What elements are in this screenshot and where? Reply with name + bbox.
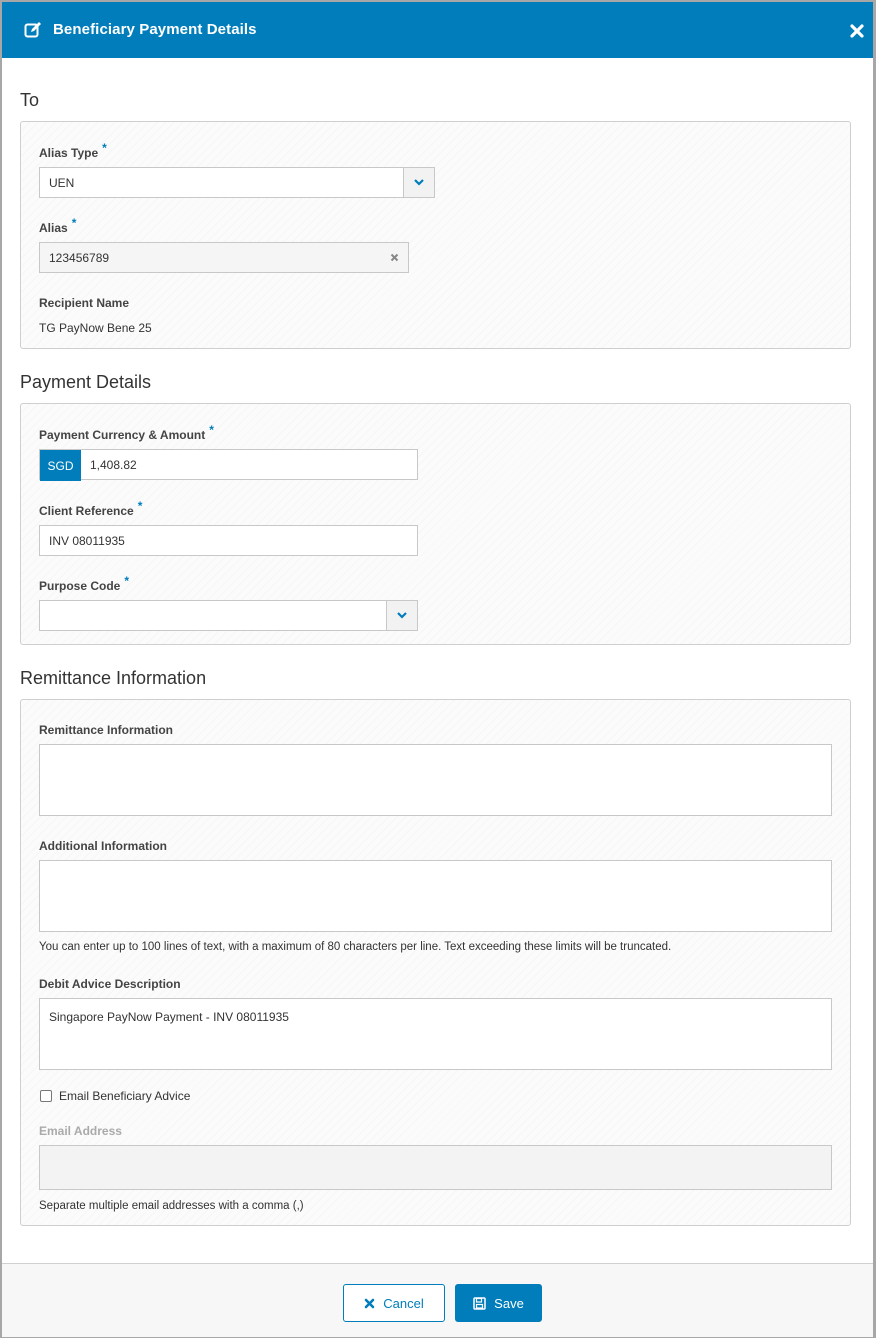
debit-advice-label: Debit Advice Description (39, 977, 181, 991)
section-title-remittance: Remittance Information (20, 668, 207, 688)
client-reference-input[interactable] (39, 525, 418, 556)
cancel-button[interactable] (343, 1284, 445, 1322)
to-panel (20, 121, 851, 349)
save-icon (473, 1297, 486, 1310)
email-address-label: Email Address (39, 1124, 122, 1138)
cancel-label: Cancel (383, 1295, 424, 1311)
alias-input[interactable] (39, 242, 409, 273)
email-address-input[interactable] (39, 1145, 832, 1190)
close-icon (364, 1298, 375, 1309)
email-address-help: Separate multiple email addresses with a comma (,) (39, 1200, 304, 1212)
required-asterisk: * (124, 574, 130, 588)
amount-value: 1,408.82 (90, 457, 137, 472)
modal-footer (2, 1263, 873, 1337)
amount-input[interactable] (39, 449, 418, 480)
chevron-down-icon (397, 612, 407, 619)
remittance-information-textarea[interactable] (39, 744, 832, 816)
chevron-down-icon (414, 179, 424, 186)
purpose-code-dropdown-button[interactable] (386, 600, 418, 631)
purpose-code-select[interactable] (39, 600, 418, 631)
required-asterisk: * (71, 216, 77, 230)
close-icon[interactable] (849, 23, 865, 39)
clear-icon[interactable] (390, 253, 399, 262)
alias-type-value: UEN (49, 175, 75, 190)
email-beneficiary-advice-checkbox[interactable] (40, 1090, 52, 1102)
email-beneficiary-advice-label[interactable]: Email Beneficiary Advice (59, 1089, 191, 1103)
section-title-payment-details: Payment Details (20, 372, 152, 392)
debit-advice-textarea[interactable]: Singapore PayNow Payment - INV 08011935 (39, 998, 832, 1070)
edit-icon (24, 21, 42, 39)
recipient-name-label: Recipient Name (39, 296, 130, 310)
section-title-to: To (20, 90, 40, 110)
payment-details-panel (20, 403, 851, 645)
remittance-panel (20, 699, 851, 1226)
recipient-name-value: TG PayNow Bene 25 (39, 321, 152, 335)
currency-badge: SGD (40, 450, 81, 481)
additional-information-help: You can enter up to 100 lines of text, with a maximum of 80 characters per line. Text exceeding these limits will be truncated. (39, 941, 672, 953)
remittance-information-label: Remittance Information (39, 723, 174, 737)
alias-type-dropdown-button[interactable] (403, 167, 435, 198)
required-asterisk: * (209, 423, 214, 437)
modal-header (2, 2, 873, 58)
currency-amount-label: Payment Currency & Amount * (39, 423, 214, 442)
save-button[interactable] (455, 1284, 542, 1322)
modal-title: Beneficiary Payment Details (53, 21, 257, 38)
purpose-code-label: Purpose Code * (39, 574, 130, 593)
alias-type-label: Alias Type * (39, 141, 107, 160)
additional-information-label: Additional Information (39, 839, 167, 853)
alias-value: 123456789 (49, 250, 110, 265)
additional-information-textarea[interactable] (39, 860, 832, 932)
alias-label: Alias * (39, 216, 77, 235)
required-asterisk: * (102, 141, 107, 155)
required-asterisk: * (137, 499, 143, 513)
alias-type-select[interactable] (39, 167, 435, 198)
client-reference-label: Client Reference * (39, 499, 143, 518)
client-reference-value: INV 08011935 (49, 533, 125, 548)
save-label: Save (494, 1295, 524, 1311)
